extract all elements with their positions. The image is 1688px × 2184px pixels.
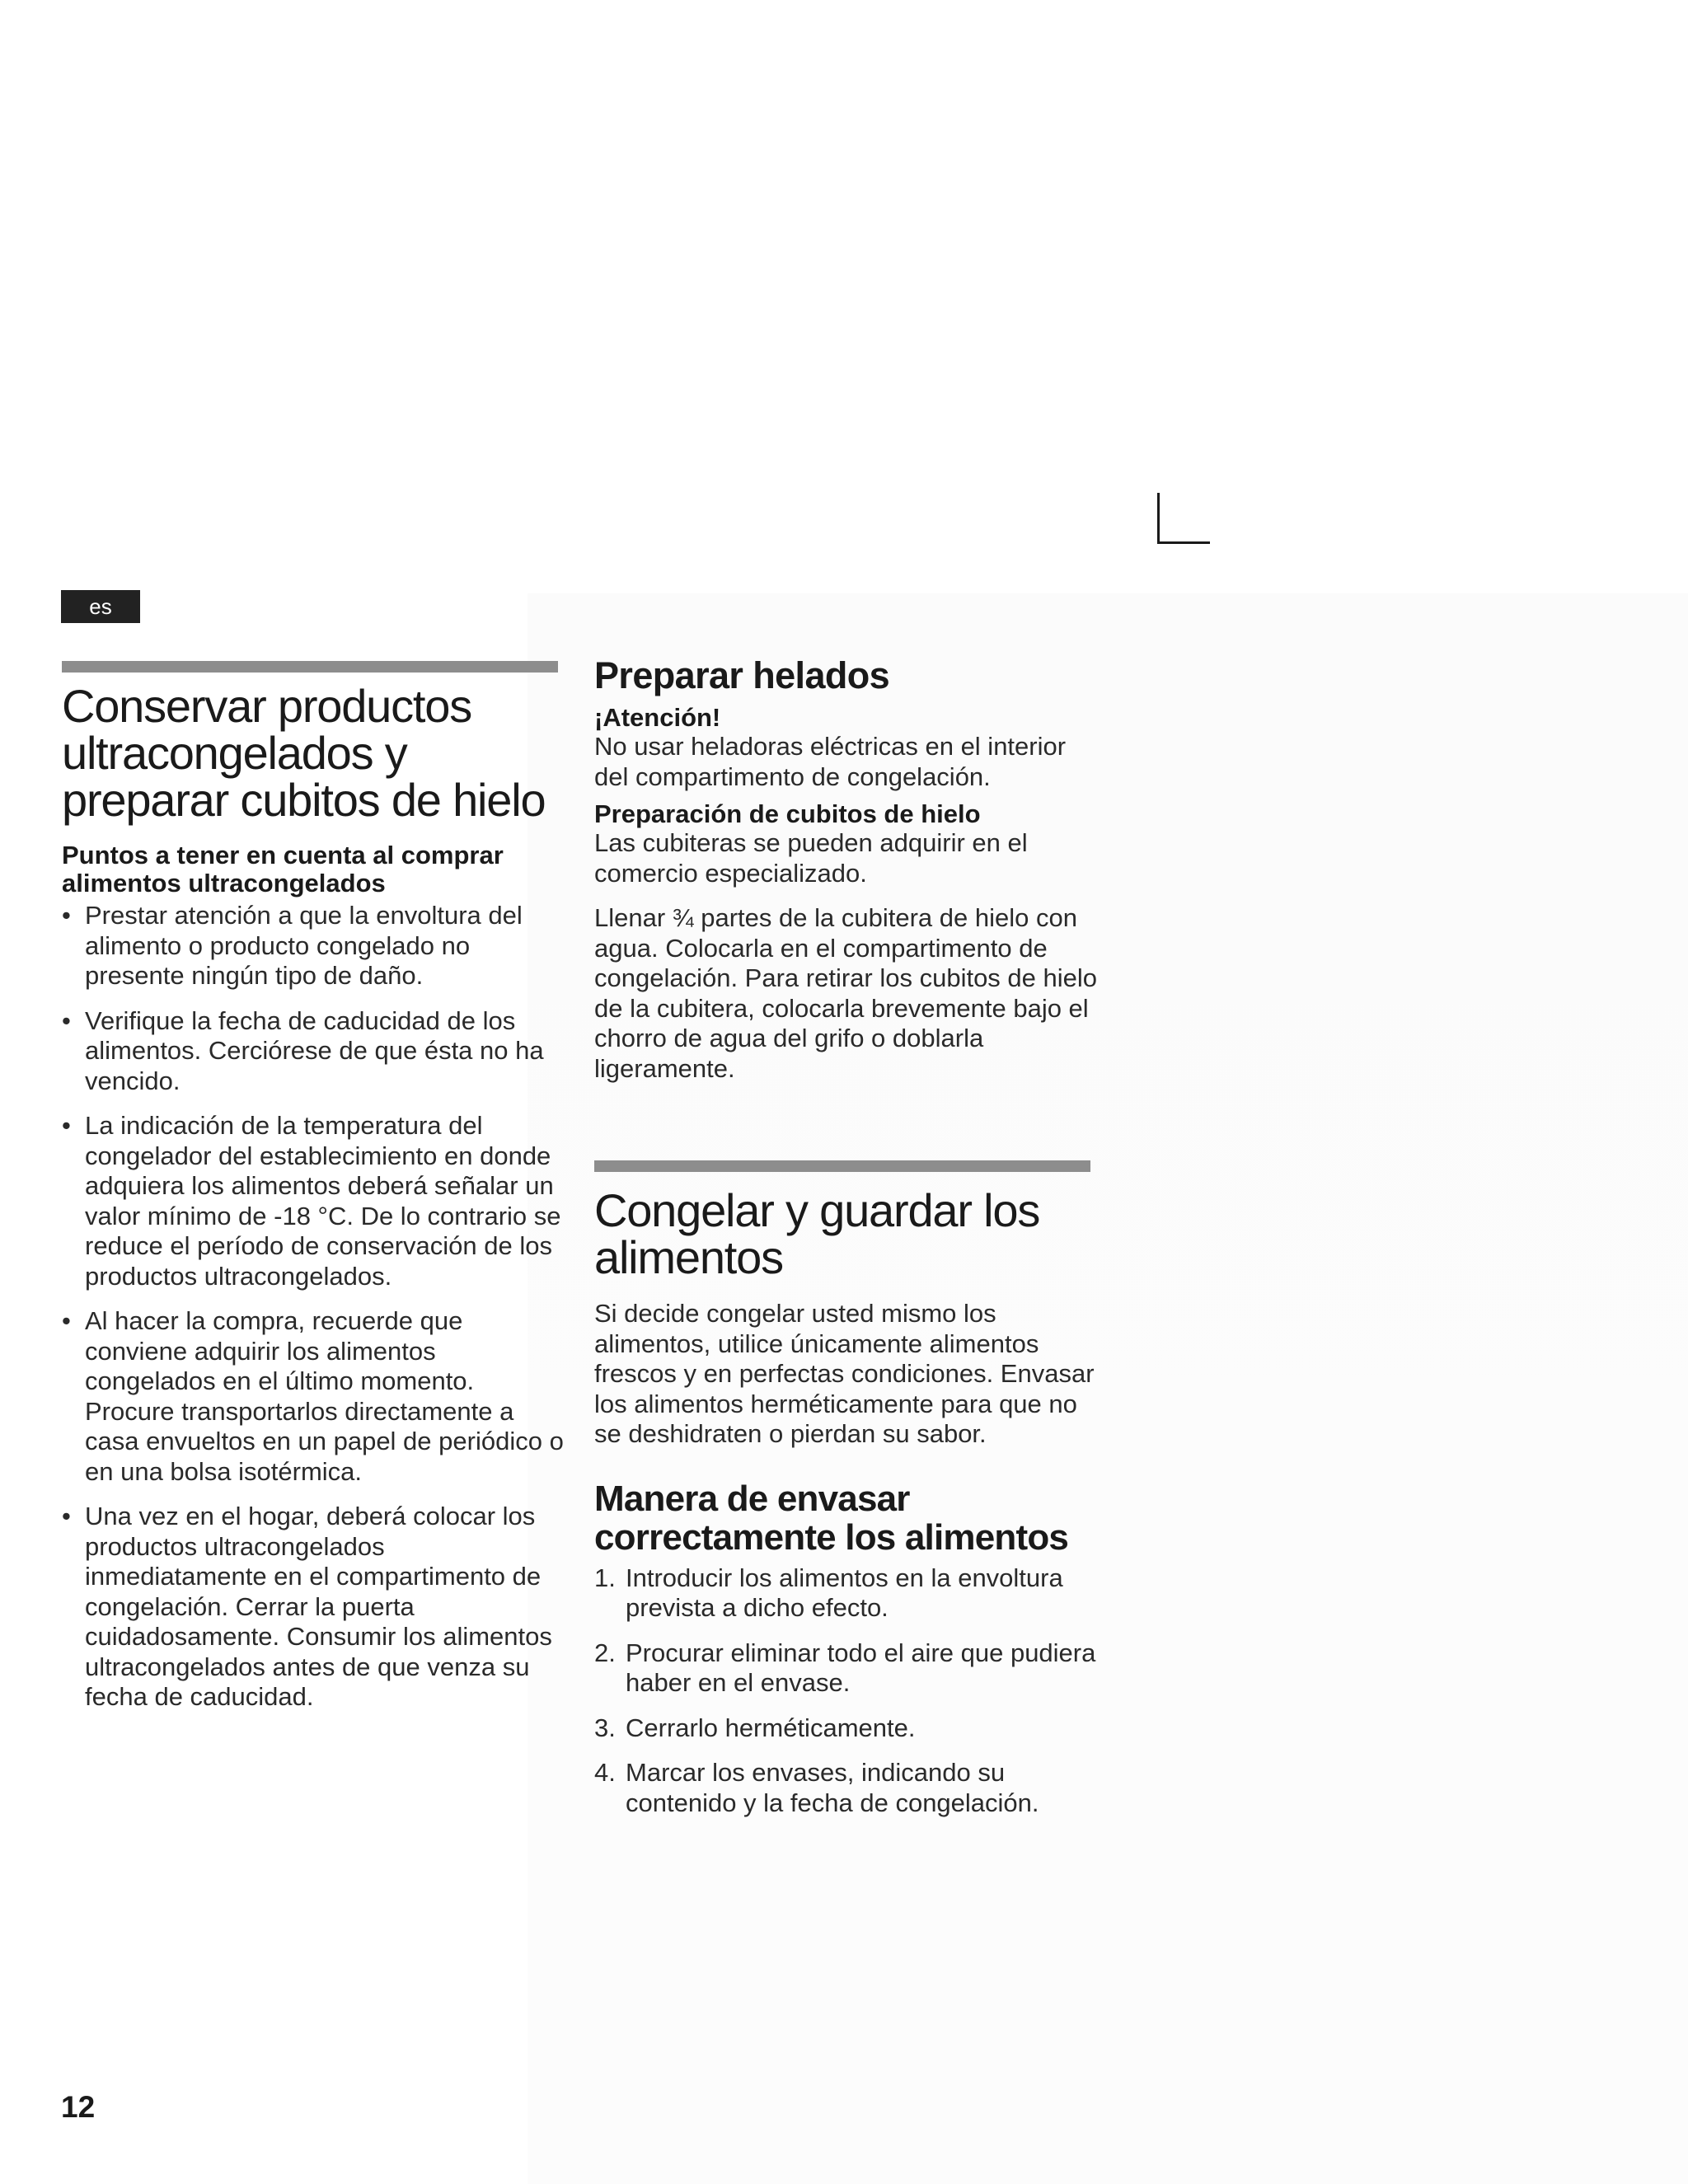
subheading-envasar: Manera de envasar correctamente los alimentos [594,1478,1069,1558]
paragraph: Llenar ¾ partes de la cubitera de hielo con agua. Colocarla en el compartimento de congelación. Para retirar los cubitos de hielo de la cubitera, colocarla brevemente bajo el chorro de agua del grifo o doblarla ligeramente. [594,903,1098,1083]
page-number: 12 [61,2090,96,2124]
paragraph: Si decide congelar usted mismo los alimentos, utilice únicamente alimentos frescos y en perfectas condiciones. Envasar los alimentos herméticamente para que no se deshidraten o pierdan su sabor. [594,1299,1095,1448]
subheading-puntos: Puntos a tener en cuenta al comprar alimentos ultracongelados [62,841,504,898]
paragraph: Las cubiteras se pueden adquirir en el comercio especializado. [594,828,1028,888]
subheading-cubitos: Preparación de cubitos de hielo [594,799,981,828]
list-item: 2. Procurar eliminar todo el aire que pudiera haber en el envase. [594,1638,1096,1697]
list-item: • Verifique la fecha de caducidad de los alimentos. Cerciórese de que ésta no ha vencido. [62,1006,565,1097]
section-title-helados: Preparar helados [594,654,890,696]
section-rule [594,1160,1090,1172]
list-item: 4. Marcar los envases, indicando su contenido y la fecha de congelación. [594,1758,1039,1817]
list-item: • Una vez en el hogar, deberá colocar los productos ultracongelados inmediatamente en el compartimento de congelación. Cerrar la puerta cuidadosamente. Consumir los alimentos ultracongelados antes de que venza su fecha de caducidad. [62,1502,565,1713]
warning-label: ¡Atención! [594,703,721,732]
middle-column-bottom [594,1184,1097,1833]
list-item: • Prestar atención a que la envoltura del alimento o producto congelado no presente ningún tipo de daño. [62,901,565,991]
list-item: • La indicación de la temperatura del congelador del establecimiento en donde adquiera los alimentos deberá señalar un valor mínimo de -18 °C. De lo contrario se reduce el período de conservación de los productos ultracongelados. [62,1111,565,1291]
list-item: 1. Introducir los alimentos en la envoltura prevista a dicho efecto. [594,1563,1063,1622]
language-tag: es [61,590,140,623]
middle-column-top [594,654,1097,1084]
list-item: • Al hacer la compra, recuerde que conviene adquirir los alimentos congelados en el último momento. Procure transportarlos directamente a casa envueltos en un papel de periódico o en una bolsa isotérmica. [62,1306,565,1487]
warning-text: No usar heladoras eléctricas en el interior del compartimento de congelación. [594,732,1067,791]
left-column [62,682,565,1727]
crop-mark [1157,493,1160,544]
crop-mark [1157,541,1210,544]
section-rule [62,661,558,673]
section-title-congelar: Congelar y guardar los alimentos [594,1184,1040,1283]
packaging-steps-list [594,1563,1097,1819]
purchase-tips-list [62,901,565,1713]
list-item: 3. Cerrarlo herméticamente. [594,1713,916,1742]
section-title-conservar: Conservar productos ultracongelados y preparar cubitos de hielo [62,680,546,826]
